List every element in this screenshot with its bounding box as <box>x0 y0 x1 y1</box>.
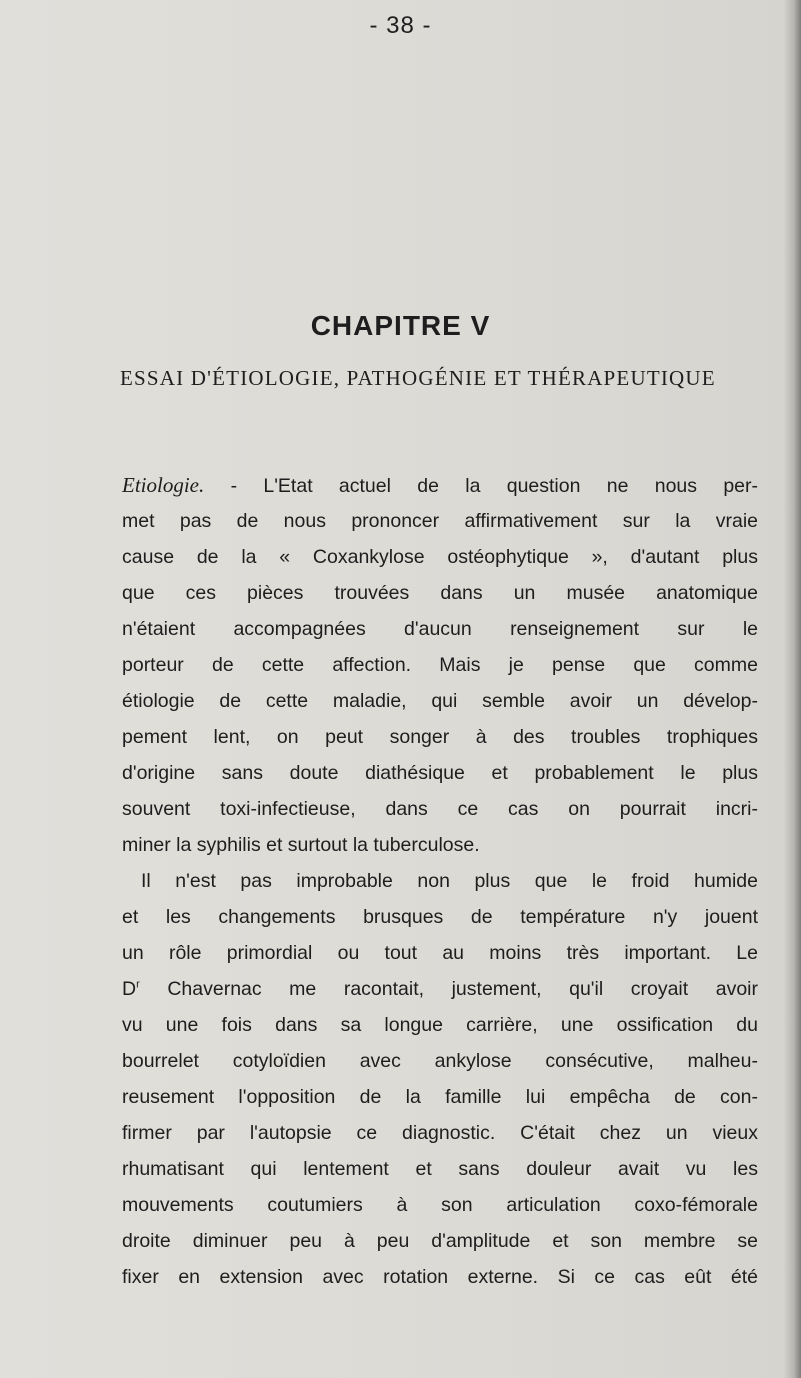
text-line: étiologie de cette maladie, qui semble avoir un dévelop- <box>122 690 758 712</box>
text-line: et les changements brusques de température n'y jouent <box>122 906 758 928</box>
chapter-subtitle: ESSAI D'ÉTIOLOGIE, PATHOGÉNIE ET THÉRAPEUTIQUE <box>120 366 716 390</box>
text-line: d'origine sans doute diathésique et probablement le plus <box>122 762 758 784</box>
section-heading: Etiologie. <box>122 473 205 497</box>
text-line: n'étaient accompagnées d'aucun renseignement sur le <box>122 618 758 640</box>
text-line: droite diminuer peu à peu d'amplitude et son membre se <box>122 1230 758 1252</box>
page-number: - 38 - <box>369 12 432 39</box>
text-line: pement lent, on peut songer à des troubles trophiques <box>122 726 758 748</box>
text-line-content: - L'Etat actuel de la question ne nous per- <box>230 475 759 497</box>
text-line: mouvements coutumiers à son articulation coxo-fémorale <box>122 1194 758 1216</box>
text-line: porteur de cette affection. Mais je pense que comme <box>122 654 758 676</box>
text-line: met pas de nous prononcer affirmativement sur la vraie <box>122 510 758 532</box>
text-line: bourrelet cotyloïdien avec ankylose consécutive, malheu- <box>122 1050 758 1072</box>
text-line: un rôle primordial ou tout au moins très important. Le <box>122 942 758 964</box>
text-line: miner la syphilis et surtout la tuberculose. <box>122 834 480 856</box>
text-line: souvent toxi-infectieuse, dans ce cas on pourrait incri- <box>122 798 758 820</box>
text-line-content: Chavernac me racontait, justement, qu'il croyait avoir <box>167 978 758 1000</box>
text-line: rhumatisant qui lentement et sans douleur avait vu les <box>122 1158 758 1180</box>
text-line <box>122 469 758 501</box>
page-edge-shadow <box>783 0 801 1378</box>
text-line: fixer en extension avec rotation externe. Si ce cas eût été <box>122 1266 758 1288</box>
text-line: vu une fois dans sa longue carrière, une ossification du <box>122 1014 758 1036</box>
doctor-abbreviation: $D^r$ <box>122 978 140 1000</box>
text-line: que ces pièces trouvées dans un musée anatomique <box>122 582 758 604</box>
text-line <box>122 973 758 1005</box>
text-line: firmer par l'autopsie ce diagnostic. C'était chez un vieux <box>122 1122 758 1144</box>
text-line: Il n'est pas improbable non plus que le froid humide <box>141 870 758 892</box>
text-line: reusement l'opposition de la famille lui empêcha de con- <box>122 1086 758 1108</box>
chapter-title: CHAPITRE V <box>310 310 491 341</box>
text-line: cause de la « Coxankylose ostéophytique », d'autant plus <box>122 546 758 568</box>
